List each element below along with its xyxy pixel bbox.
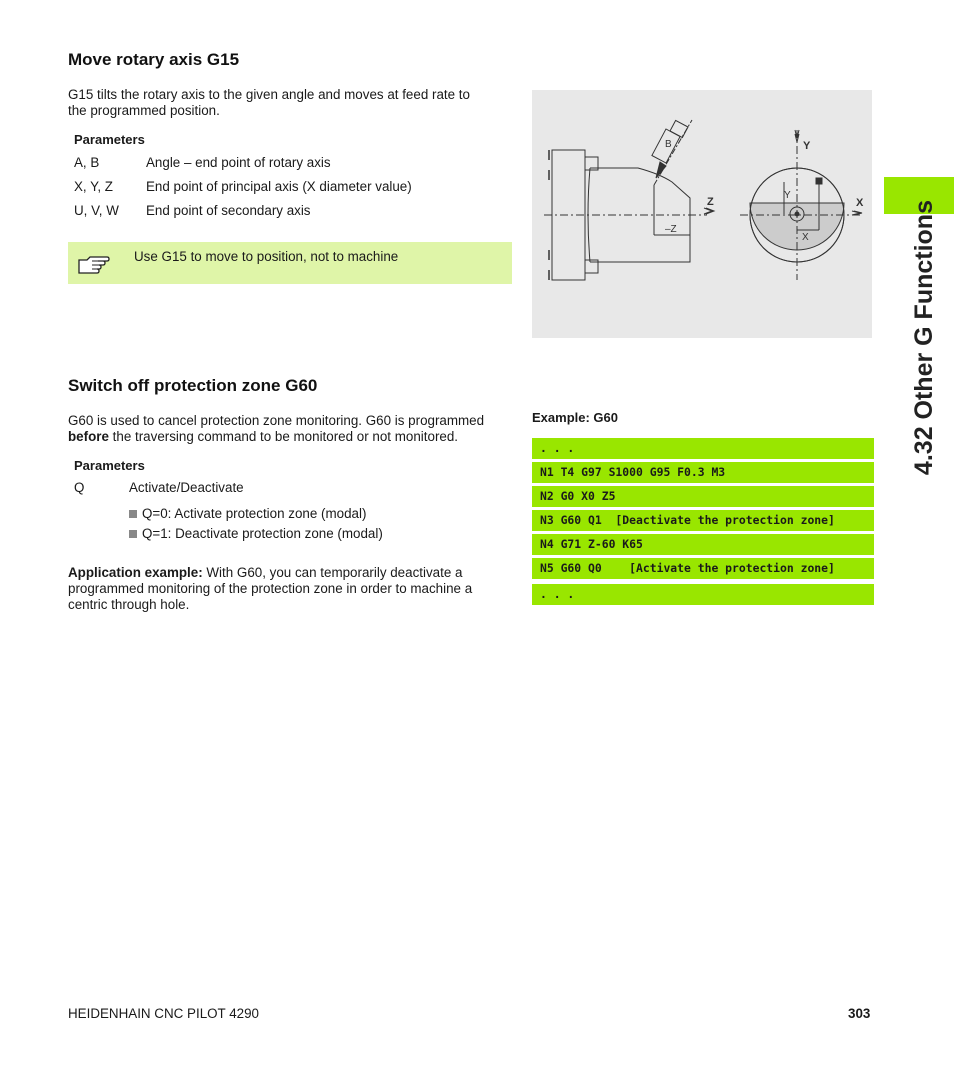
g15-param-name: A, B: [74, 155, 100, 170]
g60-option-text: Q=0: Activate protection zone (modal): [142, 506, 367, 521]
g60-intro-line1: G60 is used to cancel protection zone monitoring. G60 is programmed: [68, 413, 485, 428]
g15-param-name: U, V, W: [74, 203, 119, 218]
pointing-hand-icon: [78, 253, 110, 275]
square-bullet-icon: [129, 530, 137, 538]
code-line: . . .: [532, 438, 874, 459]
g15-intro-line2: the programmed position.: [68, 103, 220, 118]
note-text: Use G15 to move to position, not to machine: [134, 249, 399, 264]
example-heading: Example: G60: [532, 410, 618, 425]
rotary-axis-drawing: [532, 90, 872, 338]
footer-product: HEIDENHAIN CNC PILOT 4290: [68, 1006, 259, 1021]
g15-param-desc: Angle – end point of rotary axis: [146, 155, 331, 170]
label-y-inner: Y: [784, 190, 791, 201]
g60-params-heading: Parameters: [74, 458, 145, 473]
g15-heading: Move rotary axis G15: [68, 50, 240, 69]
g60-option: [129, 506, 366, 522]
g60-param-desc: Activate/Deactivate: [129, 480, 244, 495]
app-example-rest: With G60, you can temporarily deactivate a: [202, 565, 463, 580]
g60-intro-line2: [68, 429, 458, 445]
code-line: N5 G60 Q0 [Activate the protection zone]: [532, 558, 874, 579]
label-neg-z: –Z: [665, 224, 677, 235]
label-y-top: Y: [803, 140, 811, 152]
g15-params-heading: Parameters: [74, 132, 145, 147]
g60-heading: Switch off protection zone G60: [68, 376, 318, 395]
label-b: B: [665, 139, 672, 150]
page-number: 303: [848, 1006, 871, 1021]
g15-param-desc: End point of secondary axis: [146, 203, 311, 218]
code-line: N2 G0 X0 Z5: [532, 486, 874, 507]
rotary-axis-figure: [532, 90, 872, 338]
g60-option: [129, 526, 383, 542]
code-line: N1 T4 G97 S1000 G95 F0.3 M3: [532, 462, 874, 483]
note-box: [68, 242, 512, 284]
g15-intro-line1: G15 tilts the rotary axis to the given angle and moves at feed rate to: [68, 87, 470, 102]
app-example-line2: programmed monitoring of the protection zone in order to machine a: [68, 581, 473, 596]
app-example-line1: [68, 565, 462, 581]
g60-intro-rest: the traversing command to be monitored or not monitored.: [108, 429, 459, 444]
g15-param-desc: End point of principal axis (X diameter value): [146, 179, 412, 194]
code-line: . . .: [532, 584, 874, 605]
g60-param-name: Q: [74, 480, 85, 495]
label-x-inner: X: [802, 232, 809, 243]
g60-option-text: Q=1: Deactivate protection zone (modal): [142, 526, 383, 541]
square-bullet-icon: [129, 510, 137, 518]
code-line: N4 G71 Z-60 K65: [532, 534, 874, 555]
g15-param-name: X, Y, Z: [74, 179, 113, 194]
code-line: N3 G60 Q1 [Deactivate the protection zone]: [532, 510, 874, 531]
label-x: X: [856, 197, 864, 209]
label-z: Z: [707, 196, 714, 208]
g60-intro-bold: before: [68, 429, 109, 444]
app-example-line3: centric through hole.: [68, 597, 190, 612]
app-example-label: Application example:: [68, 565, 203, 580]
chapter-title: 4.32 Other G Functions: [910, 200, 938, 476]
